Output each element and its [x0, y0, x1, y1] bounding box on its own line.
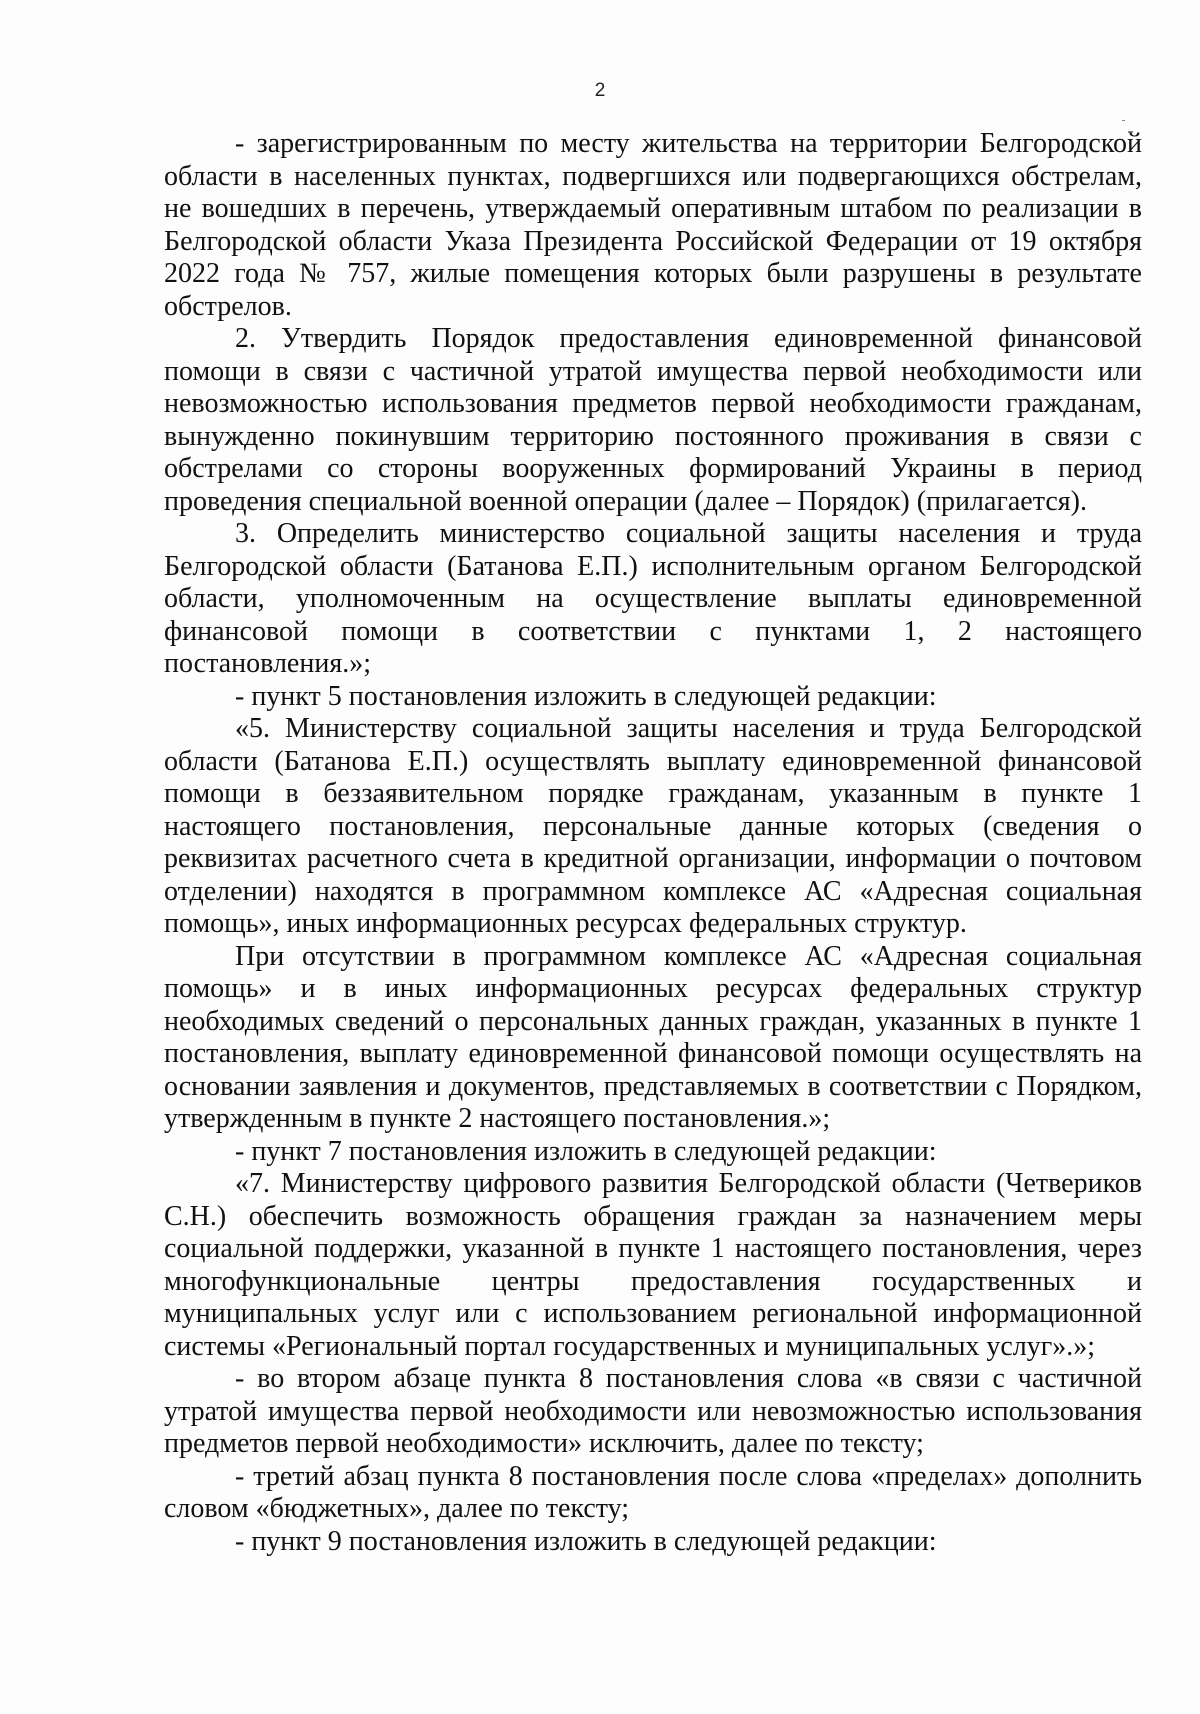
- paragraph-item-5-absence: При отсутствии в программном комплексе АС «Адресная социальная помощь» и в иных информационных ресурсах федеральных структур необходимых сведений о персональных данных граждан, указанных в пункте 1 постановления, выплату единовременной финансовой помощи осуществлять на основании заявления и документов, представляемых в соответствии с Порядком, утвержденным в пункте 2 настоящего постановления.»;: [164, 940, 1142, 1134]
- paragraph-define-ministry: 3. Определить министерство социальной защиты населения и труда Белгородской области (Батанова Е.П.) исполнительным органом Белгородской области, уполномоченным на осуществление выплаты единовременной финансовой помощи в соответствии с пунктами 1, 2 настоящего постановления.»;: [164, 518, 1142, 679]
- page-number: 2: [594, 80, 606, 101]
- paragraph-item-7-intro: - пункт 7 постановления изложить в следующей редакции:: [235, 1135, 937, 1167]
- paragraph-item-7: «7. Министерству цифрового развития Белгородской области (Четвериков С.Н.) обеспечить возможность обращения граждан за назначением меры социальной поддержки, указанной в пункте 1 настоящего постановления, через многофункциональные центры предоставления государственных и муниципальных услуг или с использованием региональной информационной системы «Региональный портал государственных и муниципальных услуг».»;: [164, 1168, 1142, 1362]
- scan-speck: [1122, 120, 1125, 121]
- paragraph-registered-residents: - зарегистрированным по месту жительства на территории Белгородской области в населенных пунктах, подвергшихся или подвергающихся обстрелам, не вошедших в перечень, утверждаемый оперативным штабом по реализации в Белгородской области Указа Президента Российской Федерации от 19 октября 2022 года № 757, жилые помещения которых были разрушены в результате обстрелов.: [164, 128, 1142, 322]
- paragraph-item-9-intro: - пункт 9 постановления изложить в следующей редакции:: [235, 1525, 937, 1557]
- paragraph-approve-procedure: 2. Утвердить Порядок предоставления единовременной финансовой помощи в связи с частичной утратой имущества первой необходимости или невозможностью использования предметов первой необходимости гражданам, вынужденно покинувшим территорию постоянного проживания в связи с обстрелами со стороны вооруженных формирований Украины в период проведения специальной военной операции (далее – Порядок) (прилагается).: [164, 323, 1142, 517]
- paragraph-item-5: «5. Министерству социальной защиты населения и труда Белгородской области (Батанова Е.П.) осуществлять выплату единовременной финансовой помощи в беззаявительном порядке гражданам, указанным в пункте 1 настоящего постановления, персональные данные которых (сведения о реквизитах расчетного счета в кредитной организации, информации о почтовом отделении) находятся в программном комплексе АС «Адресная социальная помощь», иных информационных ресурсах федеральных структур.: [164, 713, 1142, 939]
- paragraph-item-5-intro: - пункт 5 постановления изложить в следующей редакции:: [235, 680, 937, 712]
- paragraph-item-8-second: - во втором абзаце пункта 8 постановления слова «в связи с частичной утратой имущества первой необходимости или невозможностью использования предметов первой необходимости» исключить, далее по тексту;: [164, 1363, 1142, 1459]
- paragraph-item-8-third: - третий абзац пункта 8 постановления после слова «пределах» дополнить словом «бюджетных», далее по тексту;: [164, 1460, 1142, 1524]
- document-body: [164, 128, 1142, 1558]
